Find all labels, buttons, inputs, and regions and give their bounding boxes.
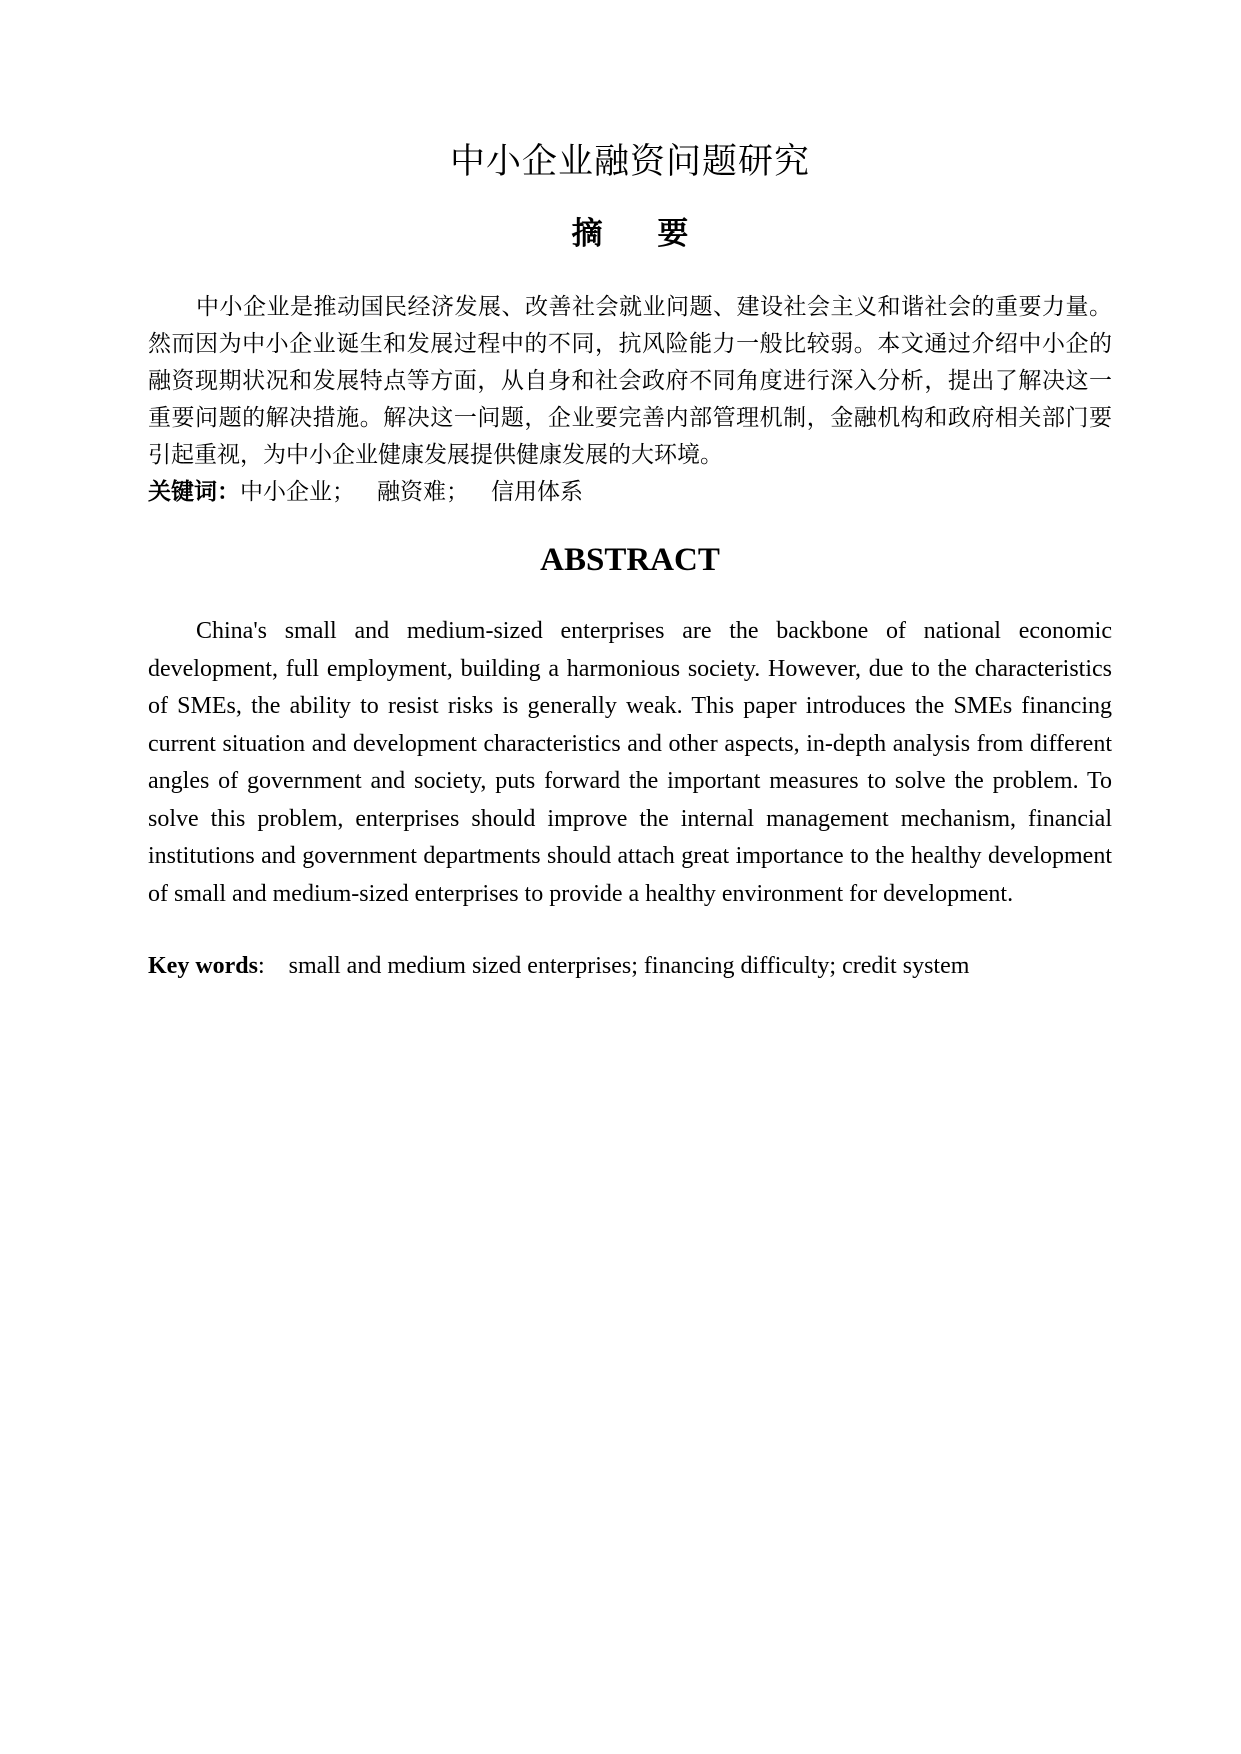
paper-title: 中小企业融资问题研究 [449, 142, 810, 182]
keyword-cn: 融资难； [377, 479, 469, 505]
keyword-cn: 信用体系 [491, 479, 583, 505]
keywords-label-cn: 关键词： [148, 479, 240, 505]
abstract-heading-en: ABSTRACT [540, 542, 720, 578]
keywords-line-en [148, 948, 1112, 985]
abstract-heading-cn: 摘 要 [571, 216, 711, 252]
keywords-list-en: small and medium sized enterprises; financing difficulty; credit system [288, 953, 970, 979]
keywords-line-cn [148, 474, 1112, 511]
abstract-body-en: China's small and medium-sized enterprises are the backbone of national economic development, full employment, building a harmonious society. However, due to the characteristics of SMEs, the ability to resist risks is generally weak. This paper introduces the SMEs financing current situation and development characteristics and other aspects, in-depth analysis from different angles of government and society, puts forward the important measures to solve the problem. To solve this problem, enterprises should improve the internal management mechanism, financial institutions and government departments should attach great importance to the healthy development of small and medium-sized enterprises to provide a healthy environment for development. [148, 618, 1112, 907]
abstract-body-cn: 中小企业是推动国民经济发展、改善社会就业问题、建设社会主义和谐社会的重要力量。然而因为中小企业诞生和发展过程中的不同，抗风险能力一般比较弱。本文通过介绍中小企的融资现期状况和发展特点等方面，从自身和社会政府不同角度进行深入分析，提出了解决这一重要问题的解决措施。解决这一问题，企业要完善内部管理机制，金融机构和政府相关部门要引起重视，为中小企业健康发展提供健康发展的大环境。 [148, 294, 1112, 468]
keyword-cn: 中小企业； [240, 479, 355, 505]
keywords-label-en: Key words [148, 953, 258, 979]
keywords-colon-en: : [258, 953, 265, 979]
